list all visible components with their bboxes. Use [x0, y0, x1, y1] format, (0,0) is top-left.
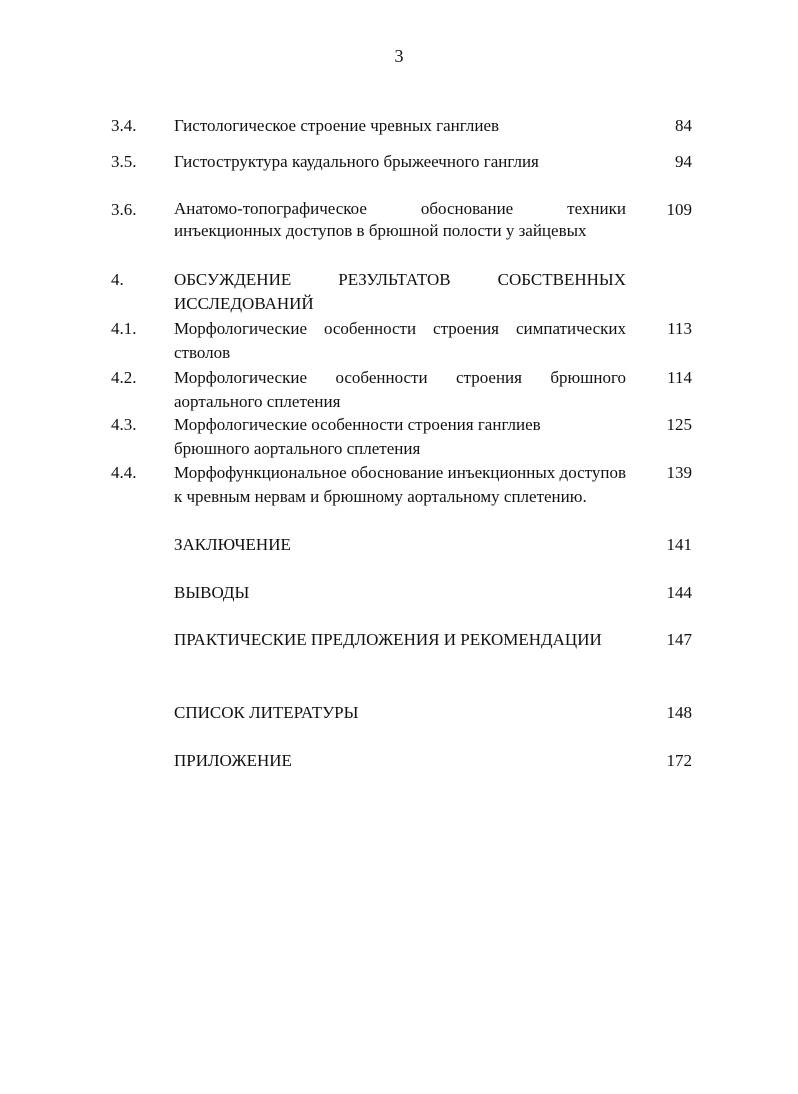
toc-entry-page: 144: [666, 583, 692, 602]
toc-entry-title: Морфологические особенности строения брюшного аортального сплетения: [174, 368, 626, 411]
toc-entry-number: 4.2.: [111, 368, 137, 387]
toc-entry-title: СПИСОК ЛИТЕРАТУРЫ: [174, 703, 359, 722]
toc-entry-title: ВЫВОДЫ: [174, 583, 250, 602]
toc-entry-number: 3.4.: [111, 116, 137, 135]
page-number: 3: [394, 46, 404, 66]
toc-entry-number: 4.: [111, 270, 124, 289]
toc-entry-title: Морфофункциональное обоснование инъекционных доступов к чревным нервам и брюшному аортальному сплетению.: [174, 463, 626, 506]
toc-entry-number: 4.1.: [111, 319, 137, 338]
toc-entry-page: 84: [675, 116, 692, 135]
toc-entry-title: Морфологические особенности строения симпатических стволов: [174, 319, 626, 362]
toc-entry-page: 94: [675, 152, 692, 171]
toc-entry-title: ПРАКТИЧЕСКИЕ ПРЕДЛОЖЕНИЯ И РЕКОМЕНДАЦИИ: [174, 630, 602, 649]
toc-entry-page: 113: [667, 319, 692, 338]
toc-entry-number: 4.3.: [111, 415, 137, 434]
toc-entry-title: ЗАКЛЮЧЕНИЕ: [174, 535, 291, 554]
toc-entry-page: 125: [666, 415, 692, 434]
toc-entry-page: 114: [667, 368, 692, 387]
toc-entry-page: 139: [666, 463, 692, 482]
toc-entry-title: ПРИЛОЖЕНИЕ: [174, 751, 292, 770]
toc-entry-page: 141: [666, 535, 692, 554]
toc-entry-number: 4.4.: [111, 463, 137, 482]
toc-entry-title: Гистологическое строение чревных ганглиев: [174, 116, 500, 135]
toc-entry-number: 3.5.: [111, 152, 137, 171]
toc-entry-title: Анатомо-топографическое обоснование техники инъекционных доступов в брюшной полости у зайцевых: [174, 199, 626, 240]
toc-entry-page: 109: [666, 200, 692, 219]
toc-entry-page: 172: [666, 751, 692, 770]
toc-entry-title: Гистоструктура каудального брыжеечного ганглия: [174, 152, 539, 171]
toc-entry-page: 147: [666, 630, 692, 649]
toc-entry-title: Морфологические особенности строения ганглиев брюшного аортального сплетения: [174, 415, 541, 458]
toc-entry-page: 148: [666, 703, 692, 722]
toc-entry-number: 3.6.: [111, 200, 137, 219]
toc-entry-title: ОБСУЖДЕНИЕ РЕЗУЛЬТАТОВ СОБСТВЕННЫХ ИССЛЕДОВАНИЙ: [174, 270, 626, 313]
